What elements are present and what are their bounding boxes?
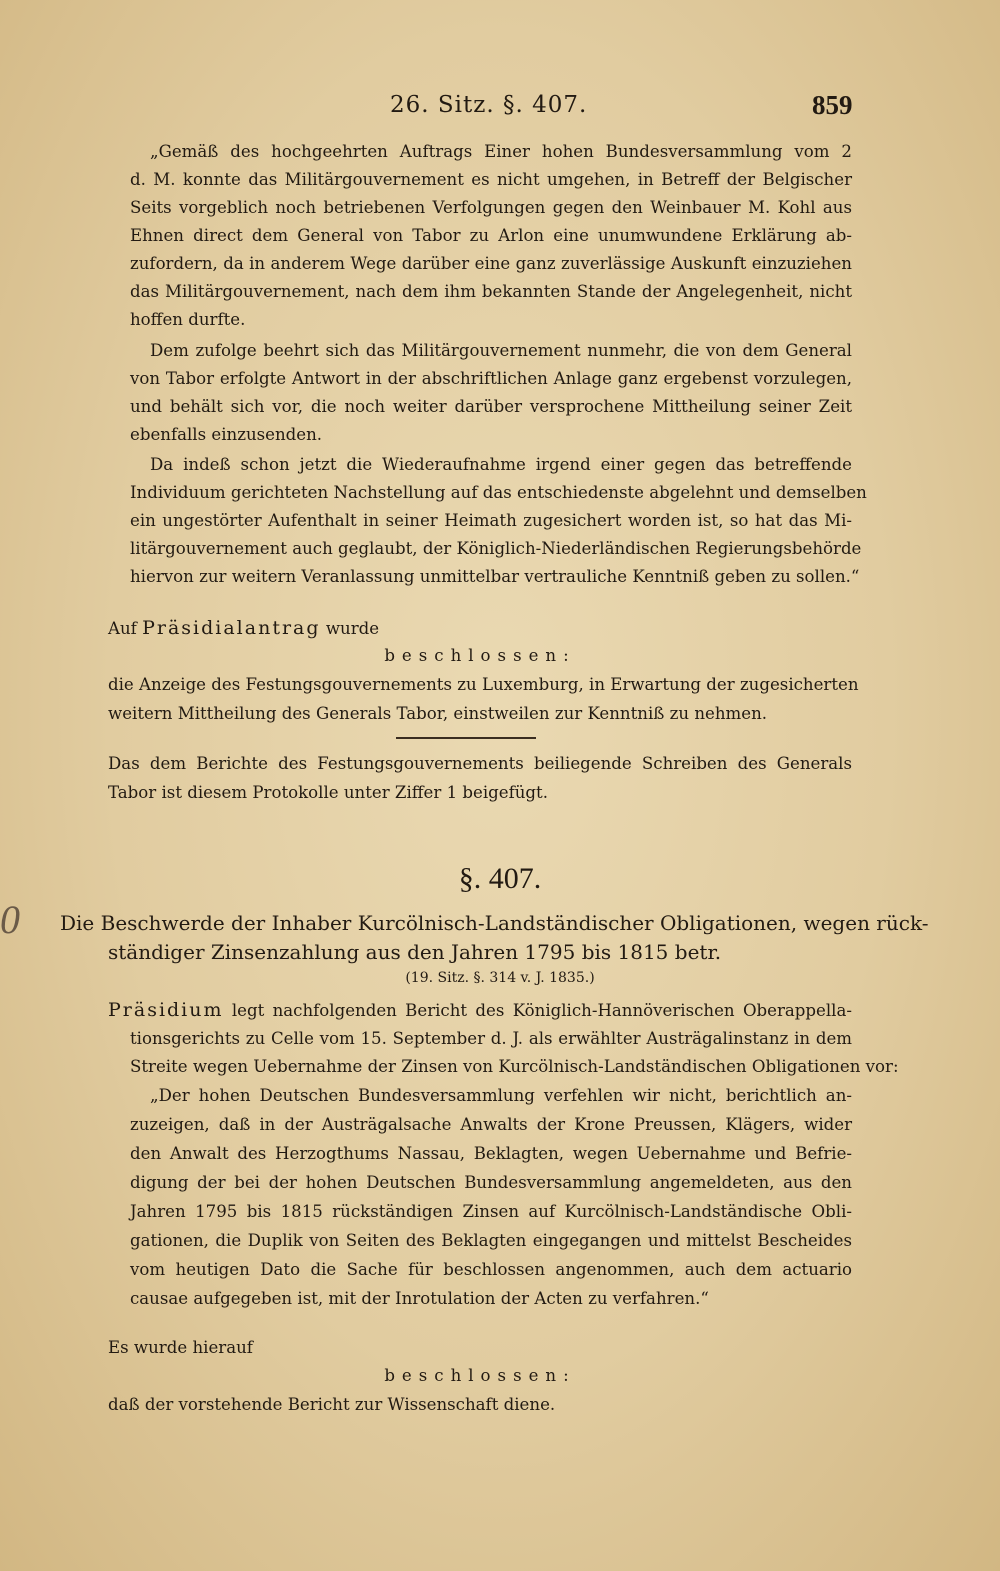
header-session: 26. Sitz. §. 407. — [390, 92, 588, 118]
text-line: und behält sich vor, die noch weiter darüber versprochene Mittheilung seiner Zeit — [130, 397, 852, 416]
decision-line: weitern Mittheilung des Generals Tabor, einstweilen zur Kenntniß zu nehmen. — [108, 704, 768, 723]
text-line: von Tabor erfolgte Antwort in der abschriftlichen Anlage ganz ergebenst vorzulegen, — [130, 369, 852, 388]
presidium-text: legt nachfolgenden Bericht des Königlich-Hannöverischen Oberappella- — [231, 1001, 852, 1020]
decision-line: daß der vorstehende Bericht zur Wissenschaft diene. — [108, 1395, 556, 1414]
text-line: Da indeß schon jetzt die Wiederaufnahme irgend einer gegen das betreffende — [150, 455, 852, 474]
text-line: zuzeigen, daß in der Austrägalsache Anwalts der Krone Preussen, Klägers, wider — [130, 1115, 852, 1134]
decision-line: die Anzeige des Festungsgouvernements zu Luxemburg, in Erwartung der zugesicherten — [108, 675, 859, 694]
page-number: 859 — [812, 90, 853, 120]
text-line: tionsgerichts zu Celle vom 15. September d. J. als erwählter Austrägalinstanz in dem — [130, 1029, 852, 1048]
text-line: „Der hohen Deutschen Bundesversammlung verfehlen wir nicht, berichtlich an- — [150, 1086, 852, 1105]
text-line: causae aufgegeben ist, mit der Inrotulation der Acten zu verfahren.“ — [130, 1289, 709, 1308]
text-line: „Gemäß des hochgeehrten Auftrags Einer hohen Bundesversammlung vom 2 — [150, 142, 852, 161]
text-line: d. M. konnte das Militärgouvernement es nicht umgehen, in Betreff der Belgischer — [130, 170, 852, 189]
text-line: Streite wegen Uebernahme der Zinsen von Kurcölnisch-Landständischen Obligationen vor: — [130, 1057, 899, 1076]
running-header — [0, 92, 1000, 126]
section-title-line: ständiger Zinsenzahlung aus den Jahren 1795 bis 1815 betr. — [108, 940, 722, 964]
motion-line — [108, 614, 852, 643]
motion-prefix: Auf — [108, 619, 137, 638]
text-line: hiervon zur weitern Veranlassung unmittelbar vertrauliche Kenntniß geben zu sollen.“ — [130, 567, 860, 586]
text-line: litärgouvernement auch geglaubt, der Königlich-Niederländischen Regierungsbehörde — [130, 539, 862, 558]
separator-rule — [396, 737, 536, 739]
motion-suffix: wurde — [325, 619, 380, 638]
text-line: hoffen durfte. — [130, 310, 246, 329]
text-line: Dem zufolge beehrt sich das Militärgouvernement nunmehr, die von dem General — [150, 341, 852, 360]
resolved-heading: beschlossen: — [384, 646, 576, 665]
text-line: digung der bei der hohen Deutschen Bundesversammlung angemeldeten, aus den — [130, 1173, 852, 1192]
note-line: Tabor ist diesem Protokolle unter Ziffer 1 beigefügt. — [108, 783, 548, 802]
text-line: ebenfalls einzusenden. — [130, 425, 323, 444]
motion-line: Es wurde hierauf — [108, 1338, 253, 1357]
motion-keyword: Präsidialantrag — [142, 617, 321, 639]
presidium-line — [108, 996, 852, 1025]
margin-annotation: 0 — [0, 897, 20, 942]
section-title-line: Die Beschwerde der Inhaber Kurcölnisch-Landständischer Obligationen, wegen rück- — [60, 911, 929, 935]
text-line: ein ungestörter Aufenthalt in seiner Heimath zugesichert worden ist, so hat das Mi- — [130, 511, 852, 530]
text-line: vom heutigen Dato die Sache für beschlossen angenommen, auch dem actuario — [130, 1260, 852, 1279]
section-heading: §. 407. — [458, 862, 542, 895]
text-line: Jahren 1795 bis 1815 rückständigen Zinsen auf Kurcölnisch-Landständische Obli- — [130, 1202, 852, 1221]
text-line: Seits vorgeblich noch betriebenen Verfolgungen gegen den Weinbauer M. Kohl aus — [130, 198, 852, 217]
note-line: Das dem Berichte des Festungsgouvernements beiliegende Schreiben des Generals — [108, 754, 852, 773]
cross-reference: (19. Sitz. §. 314 v. J. 1835.) — [405, 970, 595, 986]
text-line: zufordern, da in anderem Wege darüber eine ganz zuverlässige Auskunft einzuziehen — [130, 254, 852, 273]
text-line: gationen, die Duplik von Seiten des Beklagten eingegangen und mittelst Bescheides — [130, 1231, 852, 1250]
text-line: Ehnen direct dem General von Tabor zu Arlon eine unumwundene Erklärung ab- — [130, 226, 852, 245]
resolved-heading: beschlossen: — [384, 1366, 576, 1385]
text-line: das Militärgouvernement, nach dem ihm bekannten Stande der Angelegenheit, nicht — [130, 282, 852, 301]
text-line: Individuum gerichteten Nachstellung auf das entschiedenste abgelehnt und demselben — [130, 483, 867, 502]
presidium-keyword: Präsidium — [108, 999, 224, 1021]
text-line: den Anwalt des Herzogthums Nassau, Beklagten, wegen Uebernahme und Befrie- — [130, 1144, 852, 1163]
